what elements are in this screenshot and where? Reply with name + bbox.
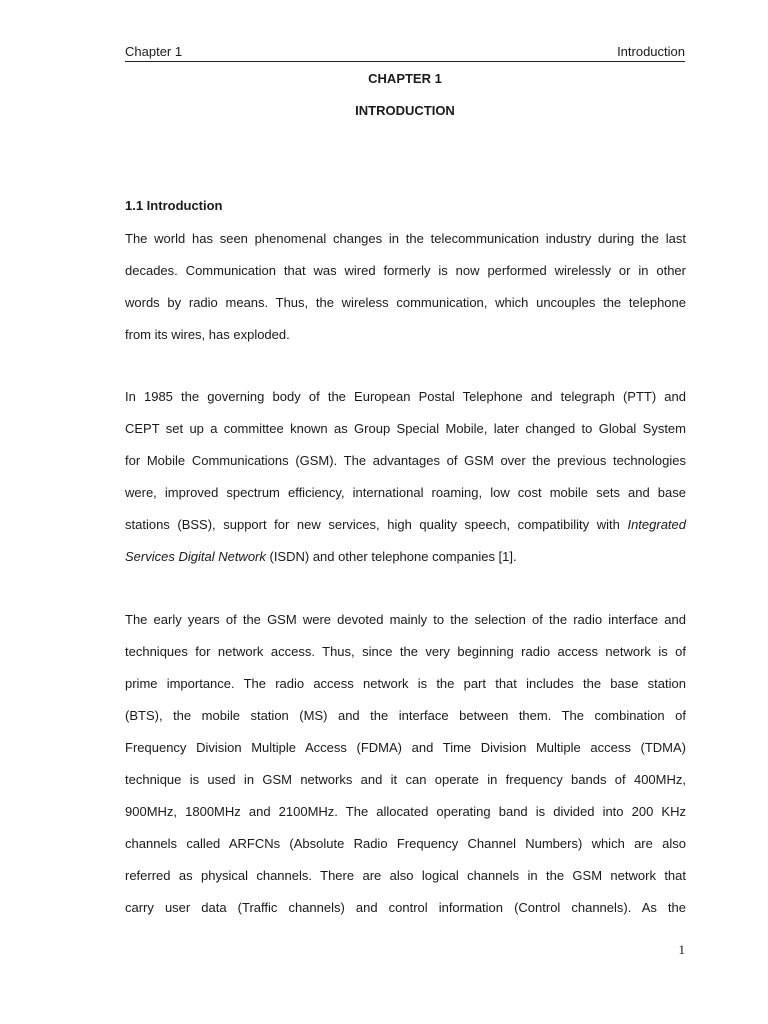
- chapter-label: CHAPTER 1: [368, 71, 442, 86]
- paragraph-line: were, improved spectrum efficiency, international roaming, low cost mobile sets and base: [125, 485, 686, 500]
- running-header: [125, 44, 685, 62]
- line-text: stations (BSS), support for new services, high quality speech, compatibility with: [125, 517, 620, 532]
- line-text: (ISDN) and other telephone companies [1].: [265, 549, 517, 564]
- paragraph-2: [125, 381, 686, 573]
- paragraph-1: [125, 223, 686, 351]
- paragraph-line: 900MHz, 1800MHz and 2100MHz. The allocated operating band is divided into 200 KHz: [125, 804, 686, 819]
- paragraph-line: CEPT set up a committee known as Group Special Mobile, later changed to Global System: [125, 421, 686, 436]
- paragraph-line: for Mobile Communications (GSM). The advantages of GSM over the previous technologies: [125, 453, 686, 468]
- paragraph-line: [125, 509, 686, 541]
- paragraph-line: prime importance. The radio access network is the part that includes the base station: [125, 676, 686, 691]
- paragraph-line: referred as physical channels. There are also logical channels in the GSM network that: [125, 868, 686, 883]
- chapter-title: INTRODUCTION: [355, 103, 455, 118]
- paragraph-line: channels called ARFCNs (Absolute Radio Frequency Channel Numbers) which are also: [125, 836, 686, 851]
- paragraph-line: In 1985 the governing body of the European Postal Telephone and telegraph (PTT) and: [125, 389, 686, 404]
- paragraph-line: Frequency Division Multiple Access (FDMA) and Time Division Multiple access (TDMA): [125, 740, 686, 755]
- italic-term: Services Digital Network: [125, 549, 266, 564]
- paragraph-line: [125, 541, 686, 573]
- page-number: 1: [678, 942, 685, 957]
- paragraph-line: from its wires, has exploded.: [125, 327, 290, 342]
- header-chapter: Chapter 1: [125, 44, 183, 59]
- paragraph-line: techniques for network access. Thus, since the very beginning radio access network is of: [125, 644, 686, 659]
- paragraph-line: (BTS), the mobile station (MS) and the interface between them. The combination of: [125, 708, 686, 723]
- paragraph-3: [125, 604, 686, 924]
- paragraph-line: The early years of the GSM were devoted mainly to the selection of the radio interface and: [125, 612, 686, 627]
- header-section-title: Introduction: [617, 44, 685, 59]
- paragraph-line: words by radio means. Thus, the wireless communication, which uncouples the telephone: [125, 295, 686, 310]
- paragraph-line: decades. Communication that was wired formerly is now performed wirelessly or in other: [125, 263, 686, 278]
- italic-term: Integrated: [627, 517, 686, 532]
- paragraph-line: technique is used in GSM networks and it can operate in frequency bands of 400MHz,: [125, 772, 686, 787]
- section-heading: 1.1 Introduction: [125, 198, 223, 213]
- paragraph-line: carry user data (Traffic channels) and control information (Control channels). As the: [125, 900, 686, 915]
- paragraph-line: The world has seen phenomenal changes in the telecommunication industry during the last: [125, 231, 686, 246]
